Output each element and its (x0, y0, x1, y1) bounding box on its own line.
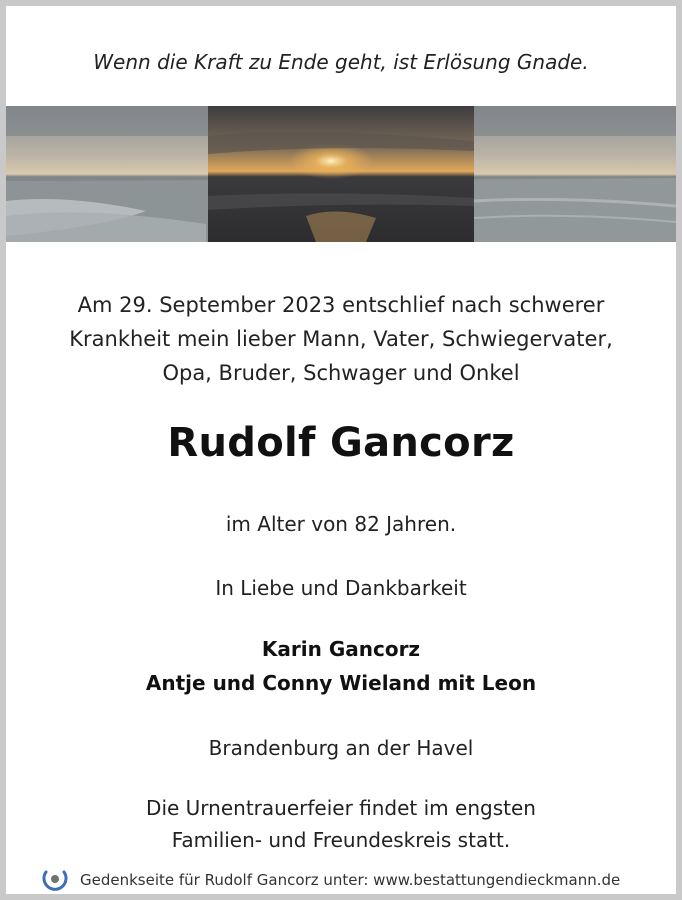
memorial-logo-icon (40, 866, 70, 894)
intro-line: Krankheit mein lieber Mann, Vater, Schwiegervater, (69, 327, 613, 351)
thanks-line: In Liebe und Dankbarkeit (215, 576, 467, 600)
service-info (6, 792, 676, 856)
memorial-page-link[interactable]: Gedenkseite für Rudolf Gancorz unter: www.bestattungendieckmann.de (80, 871, 621, 889)
place-line: Brandenburg an der Havel (208, 736, 474, 760)
family-member: Karin Gancorz (261, 637, 421, 661)
age-line: im Alter von 82 Jahren. (225, 512, 457, 536)
deceased-name: Rudolf Gancorz (167, 420, 515, 466)
motto-text: Wenn die Kraft zu Ende geht, ist Erlösung Gnade. (93, 50, 589, 74)
intro-line: Am 29. September 2023 entschlief nach schwerer (77, 293, 605, 317)
intro-line: Opa, Bruder, Schwager und Onkel (162, 361, 520, 385)
service-line: Die Urnentrauerfeier findet im engsten (146, 796, 536, 820)
family-member: Antje und Conny Wieland mit Leon (145, 671, 537, 695)
family-names (6, 632, 676, 700)
sunset-banner-image (6, 106, 676, 242)
memorial-page-footer (40, 866, 676, 894)
service-line: Familien- und Freundeskreis statt. (171, 828, 511, 852)
intro-text (6, 288, 676, 390)
